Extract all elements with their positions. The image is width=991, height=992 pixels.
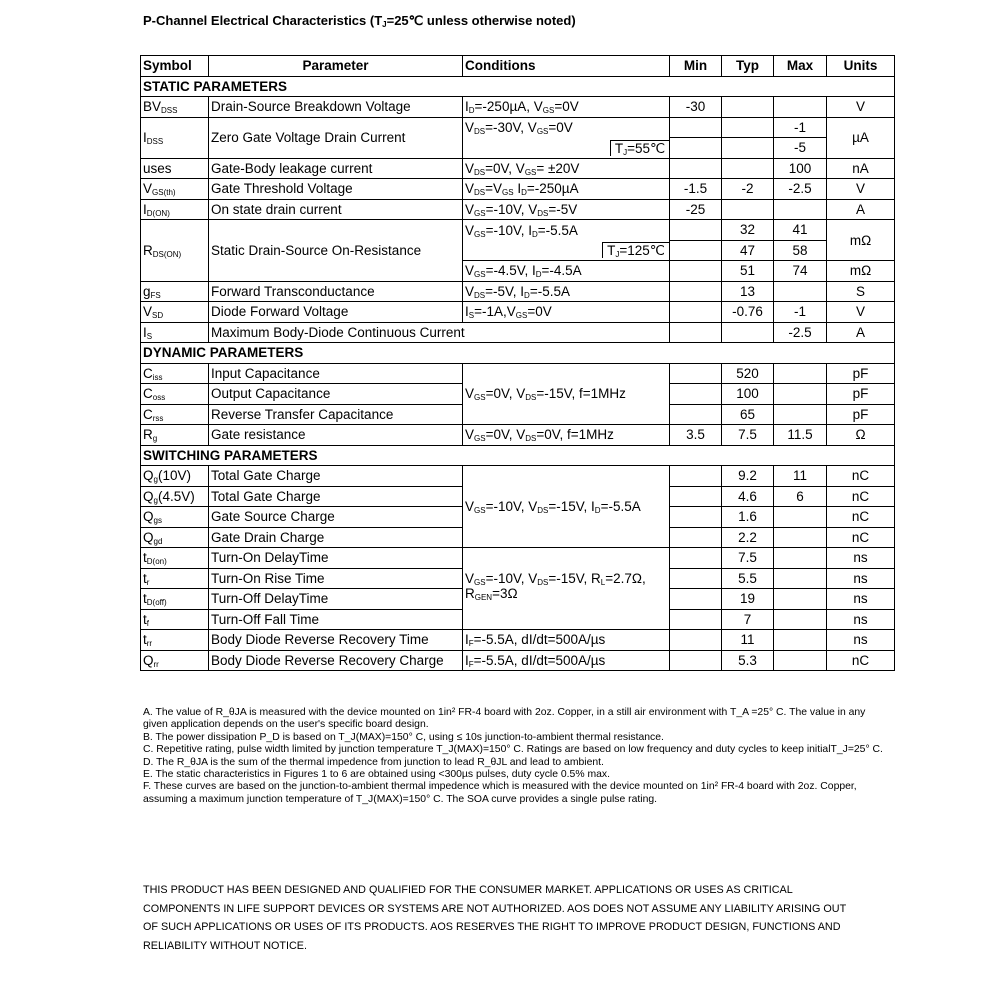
units-cell: nC	[827, 527, 895, 548]
max-cell	[774, 630, 827, 651]
max-cell	[774, 97, 827, 118]
max-cell	[774, 589, 827, 610]
typ-cell: 65	[722, 404, 774, 425]
max-cell: -5	[774, 138, 827, 159]
typ-cell: 2.2	[722, 527, 774, 548]
units-cell: V	[827, 97, 895, 118]
symbol-cell: $BV_{DSS}$	[141, 97, 209, 118]
parameter-cell: Total Gate Charge	[209, 466, 463, 487]
parameter-cell: Turn-Off Fall Time	[209, 609, 463, 630]
parameter-cell: Gate Drain Charge	[209, 527, 463, 548]
parameter-cell: Turn-Off DelayTime	[209, 589, 463, 610]
max-cell	[774, 363, 827, 384]
conditions-cell: $V_{DS}=0V$, $V_{GS}= \pm 20V$	[463, 158, 670, 179]
units-cell: ns	[827, 568, 895, 589]
conditions-cell: $V_{GS}=0V$, $V_{DS}=-15V$, f=1MHz	[463, 363, 670, 425]
min-cell	[670, 466, 722, 487]
max-cell: -2.5	[774, 179, 827, 200]
page-title: P-Channel Electrical Characteristics ($T_J=25℃$ unless otherwise noted)	[143, 13, 576, 29]
symbol-cell: $I_{DSS}$	[141, 117, 209, 158]
footnote-a: A. The value of R_θJA is measured with the device mounted on 1in² FR-4 board with 2oz. Copper, in a still air environment with T_A =25° C. The value in any given application depends on the user's specific board design.	[143, 707, 866, 731]
min-cell	[670, 322, 722, 343]
units-cell: ns	[827, 548, 895, 569]
symbol-cell: $t_{rr}$	[141, 630, 209, 651]
header-min: Min	[670, 56, 722, 77]
conditions-cell: $T_J=55℃$	[463, 138, 670, 159]
header-units: Units	[827, 56, 895, 77]
symbol-cell: $V_{SD}$	[141, 302, 209, 323]
units-cell: S	[827, 281, 895, 302]
min-cell: -25	[670, 199, 722, 220]
min-cell	[670, 548, 722, 569]
symbol-cell: $t_f$	[141, 609, 209, 630]
min-cell	[670, 158, 722, 179]
typ-cell	[722, 97, 774, 118]
parameter-cell: Turn-On Rise Time	[209, 568, 463, 589]
parameter-cell: Reverse Transfer Capacitance	[209, 404, 463, 425]
table-header-row	[141, 56, 895, 77]
symbol-cell: $t_{D(on)}$	[141, 548, 209, 569]
parameter-cell: Diode Forward Voltage	[209, 302, 463, 323]
header-typ: Typ	[722, 56, 774, 77]
symbol-cell: $t_r$	[141, 568, 209, 589]
conditions-cell: $V_{GS}=-4.5V$, $I_D=-4.5A$	[463, 261, 670, 282]
footnote-c: C. Repetitive rating, pulse width limited by junction temperature T_J(MAX)=150° C. Ratings are based on low frequency and duty cycles to keep initialT_J=25° C.	[143, 744, 883, 756]
table-row	[141, 650, 895, 671]
section-dynamic: DYNAMIC PARAMETERS	[141, 343, 895, 364]
typ-cell: 9.2	[722, 466, 774, 487]
electrical-characteristics-table	[140, 55, 895, 671]
typ-cell: 51	[722, 261, 774, 282]
max-cell: 11.5	[774, 425, 827, 446]
symbol-cell: $Q_g(10V)$	[141, 466, 209, 487]
footnote-d: D. The R_θJA is the sum of the thermal impedence from junction to lead R_θJL and lead to ambient.	[143, 756, 604, 768]
units-cell: A	[827, 322, 895, 343]
min-cell	[670, 138, 722, 159]
typ-cell: 5.5	[722, 568, 774, 589]
footnote-b: B. The power dissipation P_D is based on T_J(MAX)=150° C, using ≤ 10s junction-to-ambient thermal resistance.	[143, 731, 664, 743]
max-cell	[774, 404, 827, 425]
max-cell: -1	[774, 117, 827, 138]
max-cell	[774, 568, 827, 589]
parameter-cell: Body Diode Reverse Recovery Time	[209, 630, 463, 651]
units-cell: ns	[827, 589, 895, 610]
parameter-cell: Gate resistance	[209, 425, 463, 446]
units-cell: A	[827, 199, 895, 220]
min-cell	[670, 302, 722, 323]
min-cell	[670, 568, 722, 589]
units-cell: pF	[827, 363, 895, 384]
max-cell	[774, 609, 827, 630]
parameter-cell: On state drain current	[209, 199, 463, 220]
typ-cell: 7.5	[722, 548, 774, 569]
symbol-cell: $g_{FS}$	[141, 281, 209, 302]
symbol-cell: $Q_{gs}$	[141, 507, 209, 528]
units-cell: nA	[827, 158, 895, 179]
units-cell: nC	[827, 650, 895, 671]
symbol-cell: $C_{iss}$	[141, 363, 209, 384]
table-row	[141, 97, 895, 118]
min-cell	[670, 363, 722, 384]
parameter-cell: Output Capacitance	[209, 384, 463, 405]
conditions-cell: $V_{GS}=-10V$, $V_{DS}=-15V$, $R_L=2.7\Omega$, $R_{GEN}=3\Omega$	[463, 548, 670, 630]
typ-cell: 1.6	[722, 507, 774, 528]
units-cell: µA	[827, 117, 895, 158]
conditions-cell: $V_{DS}=-5V$, $I_D=-5.5A$	[463, 281, 670, 302]
units-cell: mΩ	[827, 261, 895, 282]
typ-cell: 13	[722, 281, 774, 302]
table-row	[141, 281, 895, 302]
conditions-cell: $I_F=-5.5A$, dI/dt=500A/µs	[463, 630, 670, 651]
footnote-f: F. These curves are based on the junction-to-ambient thermal impedence which is measured with the device mounted on 1in² FR-4 board with 2oz. Copper, assuming a maximum junction temperature of T_J(MAX)=150° C. The SOA curve provides a single pulse rating.	[143, 781, 857, 805]
min-cell	[670, 404, 722, 425]
table-row	[141, 117, 895, 138]
min-cell	[670, 384, 722, 405]
max-cell: 74	[774, 261, 827, 282]
symbol-cell: $R_{DS(ON)}$	[141, 220, 209, 282]
table-row	[141, 302, 895, 323]
typ-cell	[722, 158, 774, 179]
table-row	[141, 548, 895, 569]
max-cell	[774, 199, 827, 220]
table-row	[141, 425, 895, 446]
table-row	[141, 179, 895, 200]
units-cell: V	[827, 179, 895, 200]
parameter-cell: Drain-Source Breakdown Voltage	[209, 97, 463, 118]
min-cell: -30	[670, 97, 722, 118]
symbol-cell: $I_{D(ON)}$	[141, 199, 209, 220]
units-cell: Ω	[827, 425, 895, 446]
symbol-cell: $Q_{gd}$	[141, 527, 209, 548]
symbol-cell: $I_S$	[141, 322, 209, 343]
max-cell	[774, 650, 827, 671]
typ-cell: 11	[722, 630, 774, 651]
max-cell: 41	[774, 220, 827, 241]
conditions-cell: $I_F=-5.5A$, dI/dt=500A/µs	[463, 650, 670, 671]
disclaimer: THIS PRODUCT HAS BEEN DESIGNED AND QUALIFIED FOR THE CONSUMER MARKET. APPLICATIONS OR USES AS CRITICAL COMPONENTS IN LIFE SUPPORT DEVICES OR SYSTEMS ARE NOT AUTHORIZED. AOS DOES NOT ASSUME ANY LIABILITY ARISING OUT OF SUCH APPLICATIONS OR USES OF ITS PRODUCTS. AOS RESERVES THE RIGHT TO IMPROVE PRODUCT DESIGN, FUNCTIONS AND RELIABILITY WITHOUT NOTICE.	[143, 884, 846, 952]
header-symbol: Symbol	[141, 56, 209, 77]
conditions-cell: $V_{GS}=-10V$, $V_{DS}=-15V$, $I_D=-5.5A$	[463, 466, 670, 548]
units-cell: nC	[827, 486, 895, 507]
symbol-cell: $t_{D(off)}$	[141, 589, 209, 610]
units-cell: nC	[827, 507, 895, 528]
parameter-cell: Total Gate Charge	[209, 486, 463, 507]
typ-cell: -0.76	[722, 302, 774, 323]
min-cell: -1.5	[670, 179, 722, 200]
min-cell	[670, 630, 722, 651]
max-cell	[774, 527, 827, 548]
footnotes	[143, 707, 883, 806]
symbol-cell: $V_{GS(th)}$	[141, 179, 209, 200]
min-cell	[670, 240, 722, 261]
conditions-cell: $I_D=-250\mu A$, $V_{GS}=0V$	[463, 97, 670, 118]
section-static: STATIC PARAMETERS	[141, 76, 895, 97]
parameter-cell: Gate-Body leakage current	[209, 158, 463, 179]
conditions-cell: $T_J=125℃$	[463, 240, 670, 261]
typ-cell: 4.6	[722, 486, 774, 507]
parameter-cell: Turn-On DelayTime	[209, 548, 463, 569]
max-cell: 6	[774, 486, 827, 507]
typ-cell: 19	[722, 589, 774, 610]
units-cell: mΩ	[827, 220, 895, 261]
max-cell	[774, 507, 827, 528]
typ-cell	[722, 322, 774, 343]
conditions-cell: $V_{GS}=-10V$, $V_{DS}=-5V$	[463, 199, 670, 220]
table-row	[141, 466, 895, 487]
parameter-cell: Gate Threshold Voltage	[209, 179, 463, 200]
max-cell: -2.5	[774, 322, 827, 343]
min-cell	[670, 507, 722, 528]
min-cell	[670, 589, 722, 610]
typ-cell	[722, 199, 774, 220]
min-cell	[670, 609, 722, 630]
typ-cell	[722, 117, 774, 138]
table-row	[141, 220, 895, 241]
max-cell	[774, 548, 827, 569]
typ-cell: 7.5	[722, 425, 774, 446]
parameter-cell: Maximum Body-Diode Continuous Current	[209, 322, 670, 343]
table-row	[141, 322, 895, 343]
parameter-cell: Zero Gate Voltage Drain Current	[209, 117, 463, 158]
max-cell: 11	[774, 466, 827, 487]
typ-cell	[722, 138, 774, 159]
conditions-cell: $I_S=-1A,V_{GS}=0V$	[463, 302, 670, 323]
units-cell: pF	[827, 404, 895, 425]
min-cell: 3.5	[670, 425, 722, 446]
conditions-cell: $V_{GS}=0V$, $V_{DS}=0V$, f=1MHz	[463, 425, 670, 446]
min-cell	[670, 527, 722, 548]
units-cell: nC	[827, 466, 895, 487]
max-cell: 100	[774, 158, 827, 179]
min-cell	[670, 117, 722, 138]
units-cell: pF	[827, 384, 895, 405]
typ-cell: 7	[722, 609, 774, 630]
typ-cell: 100	[722, 384, 774, 405]
units-cell: ns	[827, 609, 895, 630]
symbol-cell: $Q_{rr}$	[141, 650, 209, 671]
footnote-e: E. The static characteristics in Figures 1 to 6 are obtained using <300µs pulses, duty cycle 0.5% max.	[143, 769, 610, 781]
typ-cell: -2	[722, 179, 774, 200]
section-switching: SWITCHING PARAMETERS	[141, 445, 895, 466]
min-cell	[670, 261, 722, 282]
min-cell	[670, 281, 722, 302]
symbol-cell: $R_g$	[141, 425, 209, 446]
parameter-cell: Gate Source Charge	[209, 507, 463, 528]
header-max: Max	[774, 56, 827, 77]
table-row	[141, 158, 895, 179]
parameter-cell: Forward Transconductance	[209, 281, 463, 302]
max-cell: 58	[774, 240, 827, 261]
parameter-cell: Input Capacitance	[209, 363, 463, 384]
conditions-cell: $V_{GS}=-10V$, $I_D=-5.5A$	[463, 220, 670, 241]
table-row	[141, 199, 895, 220]
conditions-cell: $V_{DS}=V_{GS}$ $I_D=-250\mu A$	[463, 179, 670, 200]
typ-cell: 5.3	[722, 650, 774, 671]
table-row	[141, 630, 895, 651]
max-cell	[774, 281, 827, 302]
max-cell: -1	[774, 302, 827, 323]
conditions-cell: $V_{DS}=-30V$, $V_{GS}=0V$	[463, 117, 670, 138]
symbol-cell: $C_{oss}$	[141, 384, 209, 405]
table-row	[141, 363, 895, 384]
min-cell	[670, 650, 722, 671]
typ-cell: 520	[722, 363, 774, 384]
parameter-cell: Static Drain-Source On-Resistance	[209, 220, 463, 282]
units-cell: ns	[827, 630, 895, 651]
typ-cell: 32	[722, 220, 774, 241]
units-cell: V	[827, 302, 895, 323]
max-cell	[774, 384, 827, 405]
header-conditions: Conditions	[463, 56, 670, 77]
min-cell	[670, 486, 722, 507]
symbol-cell: $C_{rss}$	[141, 404, 209, 425]
symbol-cell: uses	[141, 158, 209, 179]
header-parameter: Parameter	[209, 56, 463, 77]
min-cell	[670, 220, 722, 241]
symbol-cell: $Q_g(4.5V)$	[141, 486, 209, 507]
parameter-cell: Body Diode Reverse Recovery Charge	[209, 650, 463, 671]
typ-cell: 47	[722, 240, 774, 261]
